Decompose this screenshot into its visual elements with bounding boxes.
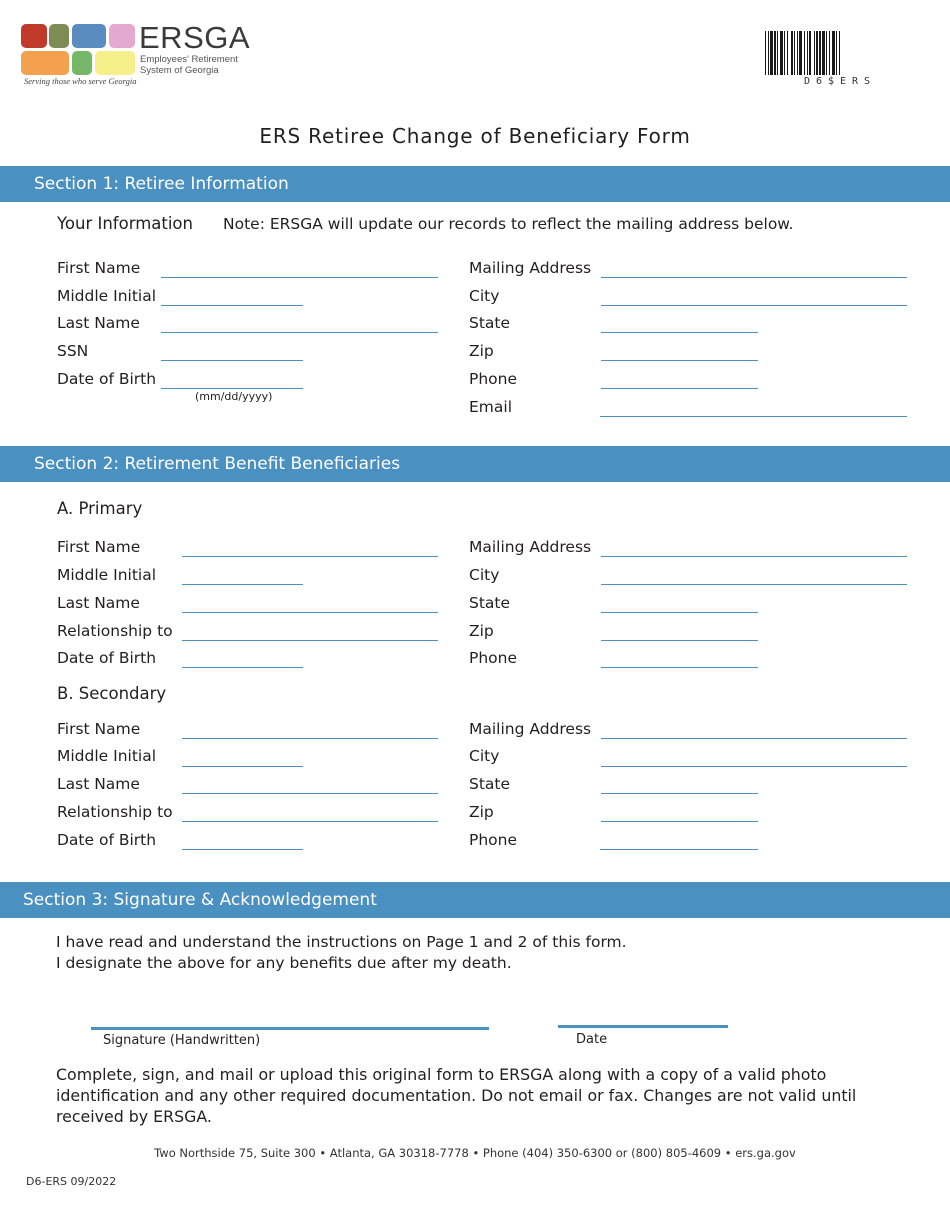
secondary-first-name-label: First Name [57,720,141,738]
section-2-title: Section 2: Retirement Benefit Beneficiaries [34,454,401,474]
secondary-last-name-field[interactable] [182,793,438,794]
section-3-header [0,882,950,918]
primary-mailing-address-label: Mailing Address [469,538,592,556]
barcode-bar [826,31,827,75]
secondary-phone-label: Phone [469,831,518,849]
primary-phone-label: Phone [469,649,518,667]
your-information-heading: Your Information [57,214,193,233]
logo-block-olive [49,24,69,48]
barcode-bar [770,31,773,75]
submission-instructions: Complete, sign, and mail or upload this original form to ERSGA along with a copy of a valid photo identification and any other required documentation. Do not email or fax. Changes are not valid until received by ERSGA. [56,1065,857,1126]
signature-field[interactable] [91,1027,489,1030]
primary-middle-initial-label: Middle Initial [57,566,157,584]
retiree-phone-field[interactable] [601,388,758,389]
secondary-dob-label: Date of Birth [57,831,157,849]
logo-block-green [72,51,92,75]
form-number: D6-ERS 09/2022 [26,1175,117,1188]
barcode-bar [807,31,808,75]
retiree-mailing-address-field[interactable] [601,277,907,278]
logo-block-red [21,24,47,48]
barcode-bar [774,31,776,75]
barcode-bar [829,31,830,75]
retiree-dob-field[interactable] [161,388,303,389]
logo-tagline: Serving those who serve Georgia [24,76,137,86]
secondary-mailing-address-field[interactable] [601,738,907,739]
logo-name: ERSGA [139,20,251,55]
retiree-mailing-address-label: Mailing Address [469,259,592,277]
section-2-header [0,446,950,482]
acknowledgement-line-1: I have read and understand the instructions on Page 1 and 2 of this form. [56,933,627,951]
secondary-heading: B. Secondary [57,684,167,703]
primary-last-name-field[interactable] [182,612,438,613]
logo-block-pink [109,24,135,48]
dob-format-hint: (mm/dd/yyyy) [195,390,273,403]
primary-phone-field[interactable] [601,667,758,668]
secondary-phone-field[interactable] [600,849,758,850]
primary-city-label: City [469,566,500,584]
barcode-bar [765,31,766,75]
form-title: ERS Retiree Change of Beneficiary Form [259,124,691,148]
barcode-bar [780,31,783,75]
barcode-bar [804,31,805,75]
secondary-mailing-address-label: Mailing Address [469,720,592,738]
secondary-zip-field[interactable] [601,821,758,822]
barcode-bar [784,31,785,75]
retiree-city-field[interactable] [601,305,907,306]
primary-last-name-label: Last Name [57,594,140,612]
barcode-bar [787,31,788,75]
barcode-bar [816,31,818,75]
secondary-dob-field[interactable] [182,849,303,850]
acknowledgement-line-2: I designate the above for any benefits due after my death. [56,954,512,972]
barcode-bar [836,31,837,75]
retiree-first-name-field[interactable] [161,277,438,278]
barcode-bar [832,31,835,75]
retiree-state-field[interactable] [601,332,758,333]
primary-heading: A. Primary [57,499,143,518]
barcode-bar [799,31,802,75]
secondary-relationship-field[interactable] [182,821,438,822]
primary-state-field[interactable] [601,612,758,613]
primary-first-name-field[interactable] [182,556,438,557]
retiree-zip-field[interactable] [601,360,758,361]
retiree-middle-initial-label: Middle Initial [57,287,157,305]
secondary-state-label: State [469,775,511,793]
primary-relationship-field[interactable] [182,640,438,641]
logo-line-2: System of Georgia [140,65,219,76]
secondary-city-label: City [469,747,500,765]
logo-block-yellow [95,51,135,75]
primary-zip-field[interactable] [601,640,758,641]
primary-relationship-label: Relationship to [57,622,173,640]
barcode-bar [791,31,793,75]
section-3-title: Section 3: Signature & Acknowledgement [23,890,377,910]
barcode-bar [797,31,798,75]
section-1-title: Section 1: Retiree Information [34,174,289,194]
primary-middle-initial-field[interactable] [182,584,303,585]
retiree-city-label: City [469,287,500,305]
date-field[interactable] [558,1025,728,1028]
primary-first-name-label: First Name [57,538,141,556]
barcode [764,31,916,77]
secondary-city-field[interactable] [601,766,907,767]
secondary-middle-initial-label: Middle Initial [57,747,157,765]
logo-line-1: Employees' Retirement [140,54,238,65]
retiree-last-name-field[interactable] [161,332,438,333]
secondary-relationship-label: Relationship to [57,803,173,821]
secondary-first-name-field[interactable] [182,738,438,739]
barcode-bar [777,31,778,75]
secondary-state-field[interactable] [601,793,758,794]
retiree-ssn-field[interactable] [161,360,303,361]
barcode-bar [814,31,815,75]
retiree-email-field[interactable] [600,416,907,417]
secondary-last-name-label: Last Name [57,775,140,793]
primary-state-label: State [469,594,511,612]
retiree-first-name-label: First Name [57,259,141,277]
barcode-text: D6$ERS [803,76,877,87]
barcode-bar [768,31,769,75]
signature-label: Signature (Handwritten) [103,1033,261,1048]
retiree-middle-initial-field[interactable] [161,305,303,306]
primary-zip-label: Zip [469,622,494,640]
retiree-last-name-label: Last Name [57,314,140,332]
barcode-bar [794,31,795,75]
barcode-bar [819,31,821,75]
barcode-bar [839,31,840,75]
retiree-state-label: State [469,314,511,332]
footer-contact: Two Northside 75, Suite 300 • Atlanta, GA 30318-7778 • Phone (404) 350-6300 or (800) 805-4609 • ers.ga.gov [154,1146,796,1160]
date-label: Date [576,1032,608,1047]
secondary-zip-label: Zip [469,803,494,821]
logo-block-blue [72,24,106,48]
logo-block-orange [21,51,69,75]
retiree-phone-label: Phone [469,370,518,388]
section-1-header [0,166,950,202]
primary-dob-label: Date of Birth [57,649,157,667]
barcode-bar [809,31,811,75]
retiree-ssn-label: SSN [57,342,89,360]
barcode-bar [822,31,825,75]
address-note: Note: ERSGA will update our records to reflect the mailing address below. [223,215,794,233]
secondary-middle-initial-field[interactable] [182,766,303,767]
retiree-zip-label: Zip [469,342,494,360]
retiree-email-label: Email [469,398,513,416]
retiree-dob-label: Date of Birth [57,370,157,388]
primary-mailing-address-field[interactable] [601,556,907,557]
primary-city-field[interactable] [601,584,907,585]
primary-dob-field[interactable] [182,667,303,668]
